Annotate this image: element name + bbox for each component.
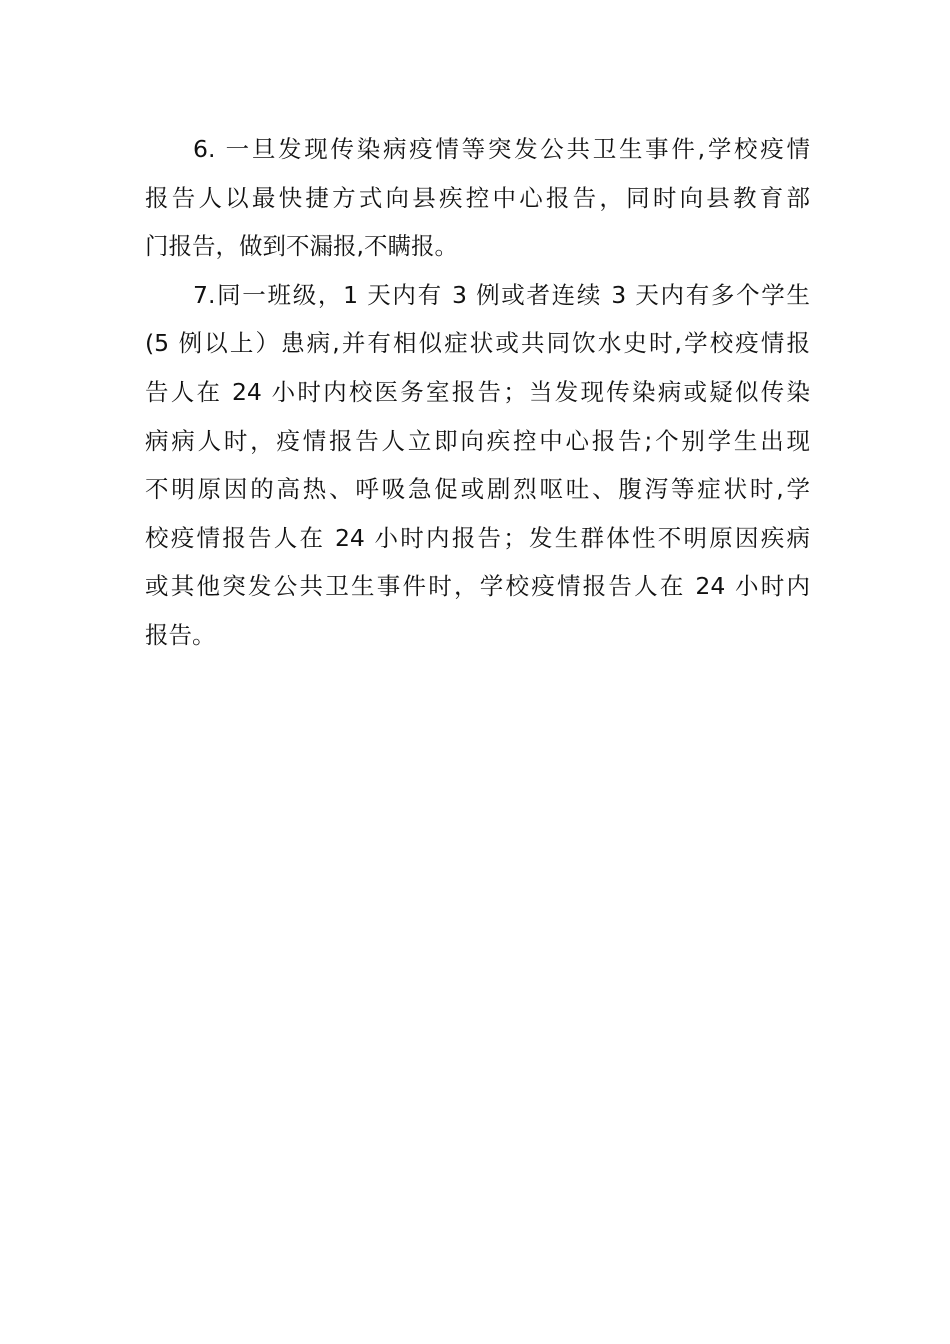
paragraph-line: (5 例以上）患病,并有相似症状或共同饮水史时,学校疫情报 — [145, 329, 810, 358]
paragraph-7 — [145, 271, 810, 660]
paragraph-line: 病病人时，疫情报告人立即向疾控中心报告;个别学生出现 — [145, 426, 810, 455]
paragraph-line: 7.同一班级，1 天内有 3 例或者连续 3 天内有多个学生 — [193, 280, 810, 309]
paragraph-6 — [145, 125, 810, 271]
paragraph-line: 6. 一旦发现传染病疫情等突发公共卫生事件,学校疫情 — [193, 135, 810, 163]
paragraph-line: 告人在 24 小时内校医务室报告；当发现传染病或疑似传染 — [145, 377, 810, 406]
paragraph-line: 校疫情报告人在 24 小时内报告；发生群体性不明原因疾病 — [145, 523, 810, 552]
paragraph-line: 不明原因的高热、呼吸急促或剧烈呕吐、腹泻等症状时,学 — [145, 475, 810, 504]
document-body — [145, 125, 810, 660]
paragraph-line: 报告。 — [145, 620, 216, 649]
paragraph-line: 或其他突发公共卫生事件时，学校疫情报告人在 24 小时内 — [145, 572, 810, 601]
paragraph-line: 报告人以最快捷方式向县疾控中心报告，同时向县教育部 — [145, 183, 810, 212]
paragraph-line: 门报告，做到不漏报,不瞒报。 — [145, 232, 458, 261]
